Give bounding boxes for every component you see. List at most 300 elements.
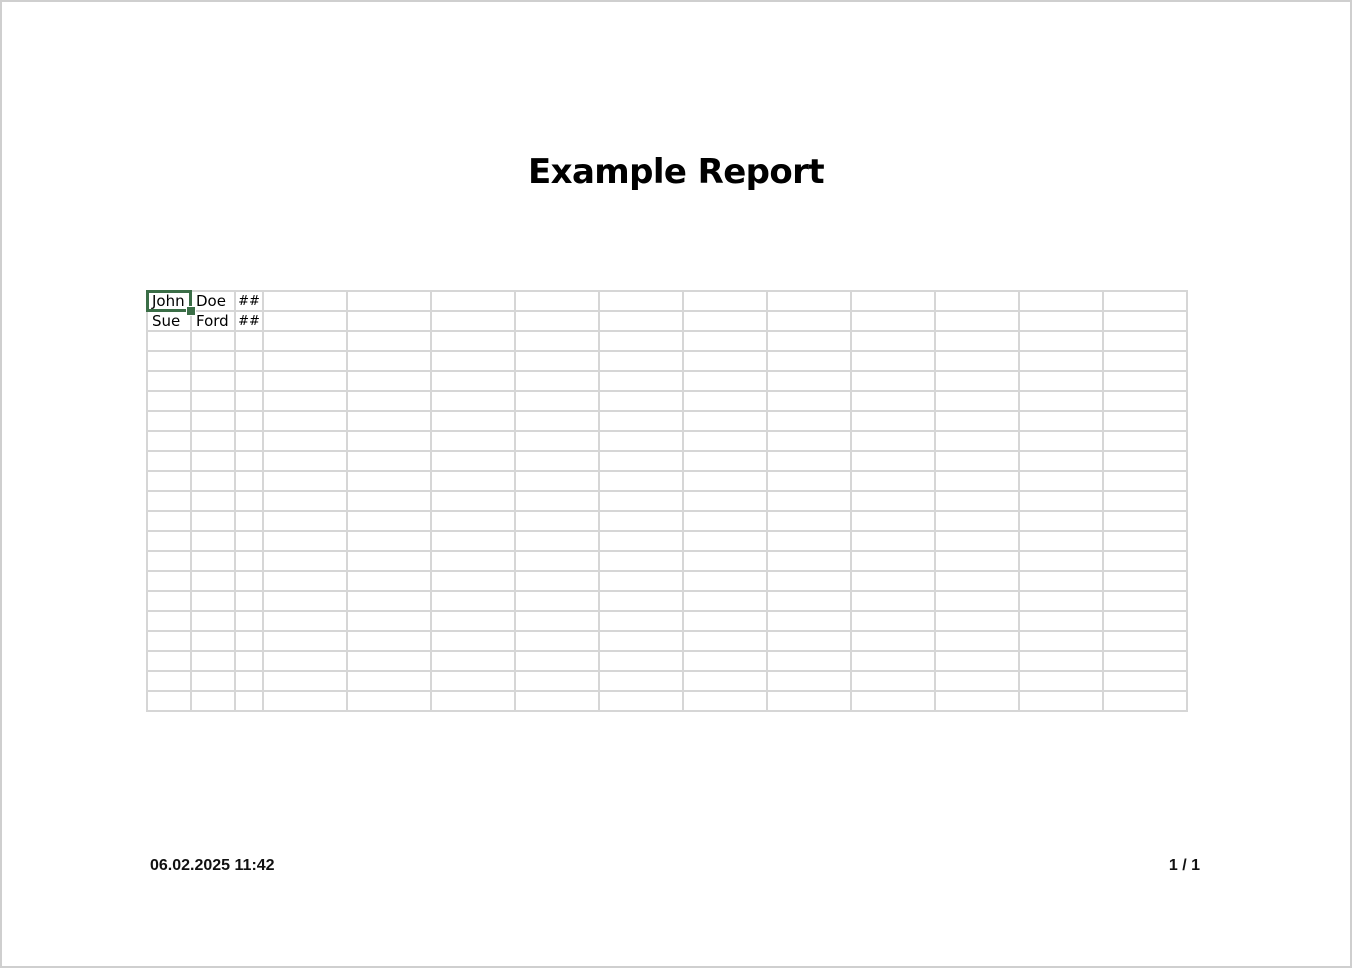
cell-l9[interactable] (935, 451, 1019, 471)
cell-f18[interactable] (431, 631, 515, 651)
cell-i19[interactable] (683, 651, 767, 671)
cell-m2[interactable] (1019, 311, 1103, 331)
cell-b13[interactable] (191, 531, 235, 551)
cell-i18[interactable] (683, 631, 767, 651)
cell-l3[interactable] (935, 331, 1019, 351)
cell-m3[interactable] (1019, 331, 1103, 351)
cell-j17[interactable] (767, 611, 851, 631)
cell-f14[interactable] (431, 551, 515, 571)
cell-j3[interactable] (767, 331, 851, 351)
cell-f4[interactable] (431, 351, 515, 371)
cell-d6[interactable] (263, 391, 347, 411)
cell-g2[interactable] (515, 311, 599, 331)
cell-c8[interactable] (235, 431, 263, 451)
cell-h14[interactable] (599, 551, 683, 571)
cell-e11[interactable] (347, 491, 431, 511)
cell-e14[interactable] (347, 551, 431, 571)
cell-g8[interactable] (515, 431, 599, 451)
cell-h6[interactable] (599, 391, 683, 411)
cell-i17[interactable] (683, 611, 767, 631)
cell-h16[interactable] (599, 591, 683, 611)
cell-m12[interactable] (1019, 511, 1103, 531)
cell-a15[interactable] (147, 571, 191, 591)
cell-d17[interactable] (263, 611, 347, 631)
cell-b3[interactable] (191, 331, 235, 351)
cell-h15[interactable] (599, 571, 683, 591)
cell-m1[interactable] (1019, 291, 1103, 311)
cell-g21[interactable] (515, 691, 599, 711)
table-row (147, 691, 1187, 711)
table-row (147, 331, 1187, 351)
cell-g1[interactable] (515, 291, 599, 311)
cell-c4[interactable] (235, 351, 263, 371)
cell-l16[interactable] (935, 591, 1019, 611)
cell-f13[interactable] (431, 531, 515, 551)
cell-n9[interactable] (1103, 451, 1187, 471)
cell-b14[interactable] (191, 551, 235, 571)
cell-j2[interactable] (767, 311, 851, 331)
cell-j11[interactable] (767, 491, 851, 511)
cell-d5[interactable] (263, 371, 347, 391)
cell-g6[interactable] (515, 391, 599, 411)
cell-d4[interactable] (263, 351, 347, 371)
cell-d7[interactable] (263, 411, 347, 431)
cell-i2[interactable] (683, 311, 767, 331)
cell-k20[interactable] (851, 671, 935, 691)
cell-k8[interactable] (851, 431, 935, 451)
cell-m20[interactable] (1019, 671, 1103, 691)
table-row (147, 631, 1187, 651)
cell-j8[interactable] (767, 431, 851, 451)
cell-d12[interactable] (263, 511, 347, 531)
cell-e18[interactable] (347, 631, 431, 651)
cell-a18[interactable] (147, 631, 191, 651)
cell-j20[interactable] (767, 671, 851, 691)
cell-g20[interactable] (515, 671, 599, 691)
cell-f6[interactable] (431, 391, 515, 411)
cell-i16[interactable] (683, 591, 767, 611)
cell-k10[interactable] (851, 471, 935, 491)
cell-i3[interactable] (683, 331, 767, 351)
cell-g15[interactable] (515, 571, 599, 591)
cell-e9[interactable] (347, 451, 431, 471)
cell-a7[interactable] (147, 411, 191, 431)
cell-h10[interactable] (599, 471, 683, 491)
cell-i6[interactable] (683, 391, 767, 411)
cell-l12[interactable] (935, 511, 1019, 531)
cell-a12[interactable] (147, 511, 191, 531)
cell-n17[interactable] (1103, 611, 1187, 631)
cell-a9[interactable] (147, 451, 191, 471)
cell-m9[interactable] (1019, 451, 1103, 471)
cell-b17[interactable] (191, 611, 235, 631)
cell-g17[interactable] (515, 611, 599, 631)
cell-a19[interactable] (147, 651, 191, 671)
cell-f17[interactable] (431, 611, 515, 631)
spreadsheet-grid[interactable] (146, 290, 1188, 712)
cell-k11[interactable] (851, 491, 935, 511)
cell-b10[interactable] (191, 471, 235, 491)
cell-a17[interactable] (147, 611, 191, 631)
cell-n2[interactable] (1103, 311, 1187, 331)
cell-d18[interactable] (263, 631, 347, 651)
cell-m4[interactable] (1019, 351, 1103, 371)
cell-k13[interactable] (851, 531, 935, 551)
cell-l6[interactable] (935, 391, 1019, 411)
cell-a8[interactable] (147, 431, 191, 451)
cell-c6[interactable] (235, 391, 263, 411)
cell-g3[interactable] (515, 331, 599, 351)
cell-d13[interactable] (263, 531, 347, 551)
cell-m15[interactable] (1019, 571, 1103, 591)
cell-k16[interactable] (851, 591, 935, 611)
cell-h9[interactable] (599, 451, 683, 471)
cell-b7[interactable] (191, 411, 235, 431)
cell-e4[interactable] (347, 351, 431, 371)
cell-c15[interactable] (235, 571, 263, 591)
cell-n6[interactable] (1103, 391, 1187, 411)
cell-c10[interactable] (235, 471, 263, 491)
cell-g19[interactable] (515, 651, 599, 671)
cell-l14[interactable] (935, 551, 1019, 571)
cell-m6[interactable] (1019, 391, 1103, 411)
cell-j13[interactable] (767, 531, 851, 551)
cell-m10[interactable] (1019, 471, 1103, 491)
cell-e3[interactable] (347, 331, 431, 351)
cell-a10[interactable] (147, 471, 191, 491)
cell-m13[interactable] (1019, 531, 1103, 551)
cell-h20[interactable] (599, 671, 683, 691)
cell-d1[interactable] (263, 291, 347, 311)
cell-g10[interactable] (515, 471, 599, 491)
cell-f10[interactable] (431, 471, 515, 491)
cell-d16[interactable] (263, 591, 347, 611)
cell-j14[interactable] (767, 551, 851, 571)
cell-a6[interactable] (147, 391, 191, 411)
cell-e16[interactable] (347, 591, 431, 611)
cell-b19[interactable] (191, 651, 235, 671)
cell-e6[interactable] (347, 391, 431, 411)
cell-a5[interactable] (147, 371, 191, 391)
cell-i15[interactable] (683, 571, 767, 591)
cell-a1[interactable] (147, 291, 191, 311)
cell-f3[interactable] (431, 331, 515, 351)
cell-f15[interactable] (431, 571, 515, 591)
cell-c3[interactable] (235, 331, 263, 351)
cell-l19[interactable] (935, 651, 1019, 671)
cell-l20[interactable] (935, 671, 1019, 691)
cell-j9[interactable] (767, 451, 851, 471)
cell-e8[interactable] (347, 431, 431, 451)
cell-k5[interactable] (851, 371, 935, 391)
cell-b21[interactable] (191, 691, 235, 711)
cell-k15[interactable] (851, 571, 935, 591)
cell-l4[interactable] (935, 351, 1019, 371)
cell-m7[interactable] (1019, 411, 1103, 431)
cell-e2[interactable] (347, 311, 431, 331)
cell-j6[interactable] (767, 391, 851, 411)
cell-c18[interactable] (235, 631, 263, 651)
cell-a13[interactable] (147, 531, 191, 551)
cell-m21[interactable] (1019, 691, 1103, 711)
cell-n15[interactable] (1103, 571, 1187, 591)
cell-h19[interactable] (599, 651, 683, 671)
cell-b16[interactable] (191, 591, 235, 611)
cell-f11[interactable] (431, 491, 515, 511)
cell-l1[interactable] (935, 291, 1019, 311)
cell-a16[interactable] (147, 591, 191, 611)
cell-h4[interactable] (599, 351, 683, 371)
cell-j21[interactable] (767, 691, 851, 711)
cell-n7[interactable] (1103, 411, 1187, 431)
cell-n1[interactable] (1103, 291, 1187, 311)
cell-k7[interactable] (851, 411, 935, 431)
cell-h1[interactable] (599, 291, 683, 311)
cell-f19[interactable] (431, 651, 515, 671)
cell-b2[interactable]: Ford (191, 311, 235, 331)
cell-b20[interactable] (191, 671, 235, 691)
cell-a11[interactable] (147, 491, 191, 511)
cell-h5[interactable] (599, 371, 683, 391)
cell-j19[interactable] (767, 651, 851, 671)
cell-n4[interactable] (1103, 351, 1187, 371)
cell-h8[interactable] (599, 431, 683, 451)
cell-g12[interactable] (515, 511, 599, 531)
cell-i4[interactable] (683, 351, 767, 371)
cell-j10[interactable] (767, 471, 851, 491)
cell-c11[interactable] (235, 491, 263, 511)
cell-d14[interactable] (263, 551, 347, 571)
cell-f1[interactable] (431, 291, 515, 311)
cell-j1[interactable] (767, 291, 851, 311)
cell-f9[interactable] (431, 451, 515, 471)
cell-e15[interactable] (347, 571, 431, 591)
cell-n8[interactable] (1103, 431, 1187, 451)
cell-c14[interactable] (235, 551, 263, 571)
cell-k17[interactable] (851, 611, 935, 631)
cell-c16[interactable] (235, 591, 263, 611)
cell-e7[interactable] (347, 411, 431, 431)
cell-i8[interactable] (683, 431, 767, 451)
cell-j15[interactable] (767, 571, 851, 591)
cell-i21[interactable] (683, 691, 767, 711)
cell-m8[interactable] (1019, 431, 1103, 451)
cell-n5[interactable] (1103, 371, 1187, 391)
cell-g5[interactable] (515, 371, 599, 391)
cell-a2[interactable]: Sue (147, 311, 191, 331)
cell-e17[interactable] (347, 611, 431, 631)
cell-m14[interactable] (1019, 551, 1103, 571)
cell-k12[interactable] (851, 511, 935, 531)
cell-i9[interactable] (683, 451, 767, 471)
cell-c12[interactable] (235, 511, 263, 531)
cell-e19[interactable] (347, 651, 431, 671)
cell-g9[interactable] (515, 451, 599, 471)
cell-g13[interactable] (515, 531, 599, 551)
cell-k2[interactable] (851, 311, 935, 331)
cell-n18[interactable] (1103, 631, 1187, 651)
cell-i11[interactable] (683, 491, 767, 511)
cell-g11[interactable] (515, 491, 599, 511)
cell-k1[interactable] (851, 291, 935, 311)
cell-k4[interactable] (851, 351, 935, 371)
cell-g7[interactable] (515, 411, 599, 431)
cell-f20[interactable] (431, 671, 515, 691)
cell-h3[interactable] (599, 331, 683, 351)
cell-b8[interactable] (191, 431, 235, 451)
cell-m5[interactable] (1019, 371, 1103, 391)
cell-b4[interactable] (191, 351, 235, 371)
cell-j7[interactable] (767, 411, 851, 431)
table-row (147, 611, 1187, 631)
cell-g4[interactable] (515, 351, 599, 371)
cell-k6[interactable] (851, 391, 935, 411)
cell-c2[interactable]: ## (235, 311, 263, 331)
cell-f21[interactable] (431, 691, 515, 711)
cell-l7[interactable] (935, 411, 1019, 431)
cell-c13[interactable] (235, 531, 263, 551)
cell-c9[interactable] (235, 451, 263, 471)
cell-c17[interactable] (235, 611, 263, 631)
cell-d9[interactable] (263, 451, 347, 471)
cell-e20[interactable] (347, 671, 431, 691)
cell-n12[interactable] (1103, 511, 1187, 531)
cell-l21[interactable] (935, 691, 1019, 711)
cell-k18[interactable] (851, 631, 935, 651)
cell-c20[interactable] (235, 671, 263, 691)
cell-b1[interactable]: Doe (191, 291, 235, 311)
cell-e21[interactable] (347, 691, 431, 711)
cell-g18[interactable] (515, 631, 599, 651)
cell-j16[interactable] (767, 591, 851, 611)
fill-handle[interactable] (186, 306, 196, 316)
cell-e12[interactable] (347, 511, 431, 531)
cell-b12[interactable] (191, 511, 235, 531)
cell-l15[interactable] (935, 571, 1019, 591)
cell-b9[interactable] (191, 451, 235, 471)
cell-a3[interactable] (147, 331, 191, 351)
cell-n21[interactable] (1103, 691, 1187, 711)
cell-f5[interactable] (431, 371, 515, 391)
cell-l10[interactable] (935, 471, 1019, 491)
cell-i14[interactable] (683, 551, 767, 571)
cell-j4[interactable] (767, 351, 851, 371)
cell-d2[interactable] (263, 311, 347, 331)
cell-l5[interactable] (935, 371, 1019, 391)
cell-i20[interactable] (683, 671, 767, 691)
cell-c7[interactable] (235, 411, 263, 431)
cell-d20[interactable] (263, 671, 347, 691)
cell-f7[interactable] (431, 411, 515, 431)
cell-i13[interactable] (683, 531, 767, 551)
cell-d11[interactable] (263, 491, 347, 511)
cell-b18[interactable] (191, 631, 235, 651)
cell-d8[interactable] (263, 431, 347, 451)
cell-f12[interactable] (431, 511, 515, 531)
cell-d3[interactable] (263, 331, 347, 351)
cell-h13[interactable] (599, 531, 683, 551)
cell-f8[interactable] (431, 431, 515, 451)
cell-e13[interactable] (347, 531, 431, 551)
cell-a14[interactable] (147, 551, 191, 571)
cell-j18[interactable] (767, 631, 851, 651)
cell-m11[interactable] (1019, 491, 1103, 511)
cell-a21[interactable] (147, 691, 191, 711)
cell-l11[interactable] (935, 491, 1019, 511)
cell-f2[interactable] (431, 311, 515, 331)
cell-f16[interactable] (431, 591, 515, 611)
cell-e10[interactable] (347, 471, 431, 491)
cell-e1[interactable] (347, 291, 431, 311)
cell-a20[interactable] (147, 671, 191, 691)
cell-m19[interactable] (1019, 651, 1103, 671)
cell-n10[interactable] (1103, 471, 1187, 491)
cell-k19[interactable] (851, 651, 935, 671)
cell-h21[interactable] (599, 691, 683, 711)
cell-c1[interactable]: ## (235, 291, 263, 311)
cell-b15[interactable] (191, 571, 235, 591)
cell-b6[interactable] (191, 391, 235, 411)
cell-m17[interactable] (1019, 611, 1103, 631)
cell-h17[interactable] (599, 611, 683, 631)
cell-d15[interactable] (263, 571, 347, 591)
cell-c19[interactable] (235, 651, 263, 671)
cell-n16[interactable] (1103, 591, 1187, 611)
cell-d19[interactable] (263, 651, 347, 671)
cell-l13[interactable] (935, 531, 1019, 551)
cell-d10[interactable] (263, 471, 347, 491)
cell-i12[interactable] (683, 511, 767, 531)
cell-h7[interactable] (599, 411, 683, 431)
cell-l18[interactable] (935, 631, 1019, 651)
cell-i5[interactable] (683, 371, 767, 391)
cell-k14[interactable] (851, 551, 935, 571)
cell-l2[interactable] (935, 311, 1019, 331)
cell-m18[interactable] (1019, 631, 1103, 651)
cell-l8[interactable] (935, 431, 1019, 451)
cell-m16[interactable] (1019, 591, 1103, 611)
cell-n13[interactable] (1103, 531, 1187, 551)
cell-g14[interactable] (515, 551, 599, 571)
cell-i10[interactable] (683, 471, 767, 491)
cell-j5[interactable] (767, 371, 851, 391)
cell-h12[interactable] (599, 511, 683, 531)
cell-n3[interactable] (1103, 331, 1187, 351)
cell-i7[interactable] (683, 411, 767, 431)
cell-k21[interactable] (851, 691, 935, 711)
cell-n11[interactable] (1103, 491, 1187, 511)
cell-h18[interactable] (599, 631, 683, 651)
cell-b11[interactable] (191, 491, 235, 511)
cell-d21[interactable] (263, 691, 347, 711)
cell-l17[interactable] (935, 611, 1019, 631)
cell-n14[interactable] (1103, 551, 1187, 571)
cell-c21[interactable] (235, 691, 263, 711)
cell-k3[interactable] (851, 331, 935, 351)
cell-a4[interactable] (147, 351, 191, 371)
cell-j12[interactable] (767, 511, 851, 531)
cell-k9[interactable] (851, 451, 935, 471)
cell-h2[interactable] (599, 311, 683, 331)
cell-h11[interactable] (599, 491, 683, 511)
cell-i1[interactable] (683, 291, 767, 311)
cell-n20[interactable] (1103, 671, 1187, 691)
cell-b5[interactable] (191, 371, 235, 391)
cell-g16[interactable] (515, 591, 599, 611)
cell-c5[interactable] (235, 371, 263, 391)
cell-n19[interactable] (1103, 651, 1187, 671)
cell-e5[interactable] (347, 371, 431, 391)
